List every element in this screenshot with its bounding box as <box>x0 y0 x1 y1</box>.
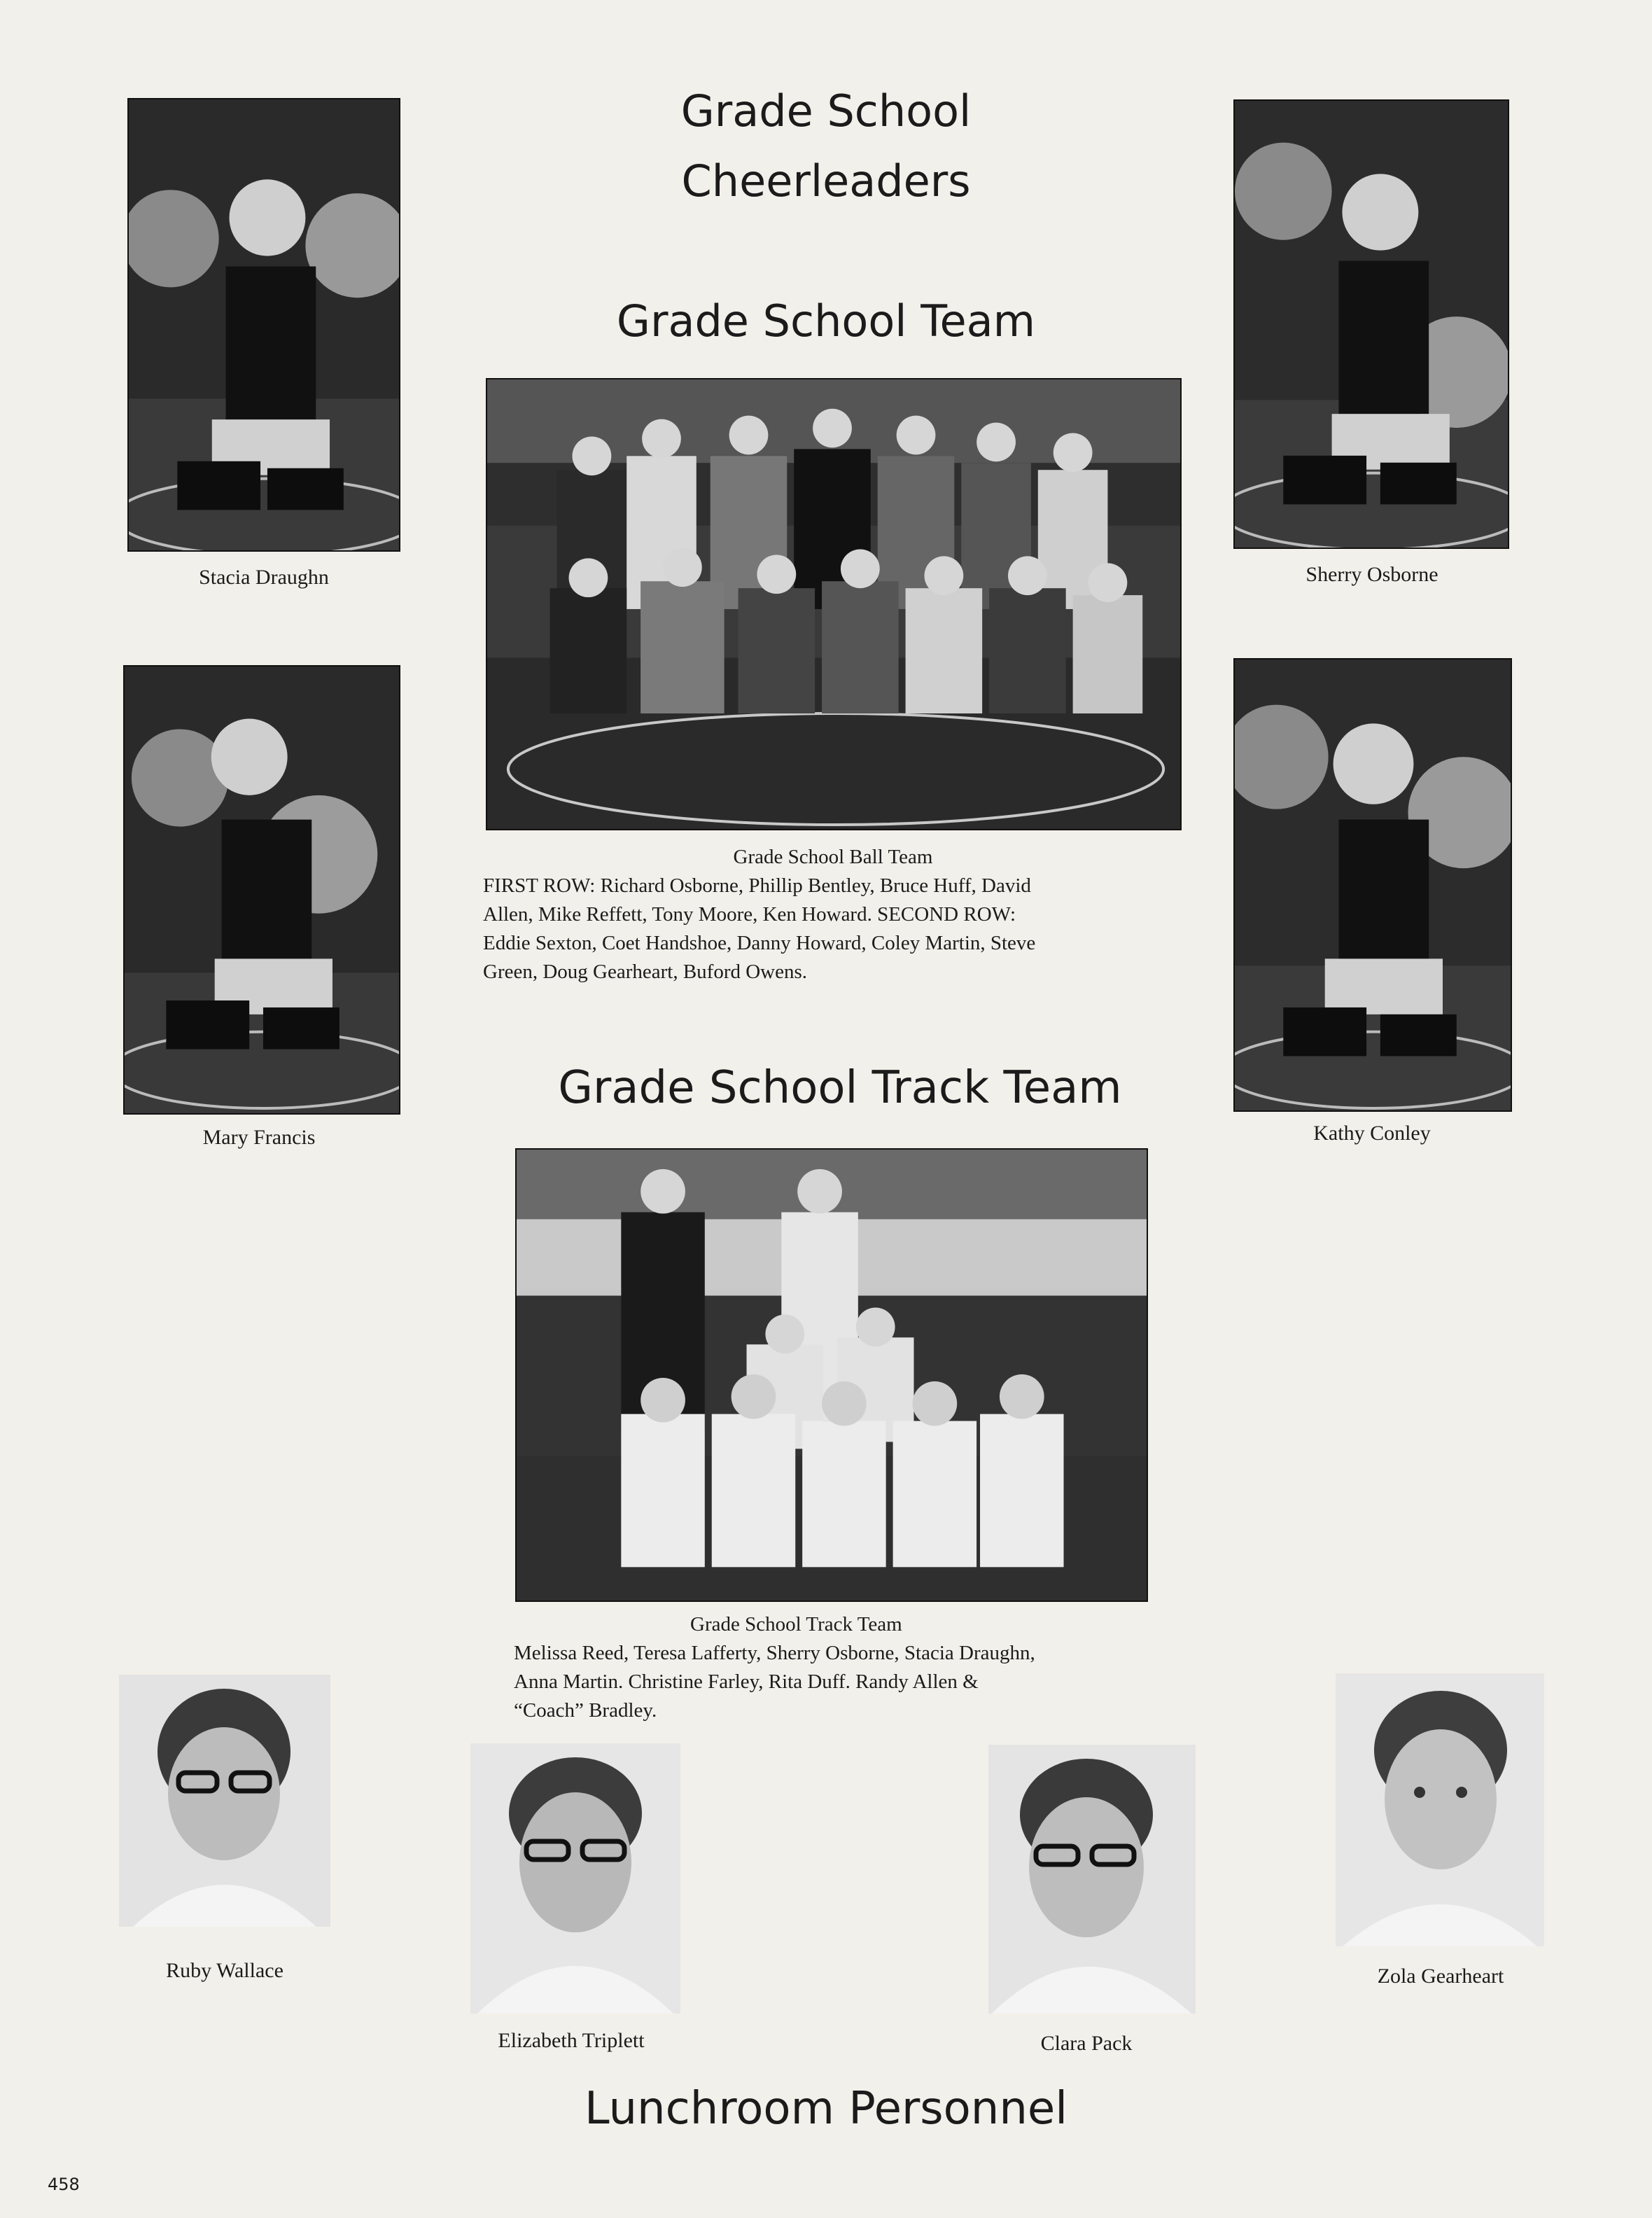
cheerleader-photo-icon <box>1235 660 1511 1110</box>
portrait-photo-icon <box>470 1743 680 2014</box>
cheerleader-photo-sherry <box>1233 99 1509 549</box>
portrait-photo-icon <box>1336 1673 1544 1946</box>
ball-team-caption-line: Eddie Sexton, Coet Handshoe, Danny Howard, Coley Martin, Steve <box>483 932 1036 954</box>
cheerleader-photo-icon <box>129 99 399 550</box>
portrait-photo-icon <box>119 1675 330 1927</box>
track-team-caption-line: Anna Martin. Christine Farley, Rita Duff. Randy Allen & <box>514 1671 979 1693</box>
cheerleader-caption-mary: Mary Francis <box>202 1126 316 1149</box>
cheerleader-photo-mary <box>123 665 400 1115</box>
cheerleader-caption-kathy: Kathy Conley <box>1313 1122 1431 1145</box>
ball-team-caption-title: Grade School Ball Team <box>733 846 933 868</box>
track-team-caption-line: “Coach” Bradley. <box>514 1699 657 1722</box>
cheerleaders-heading-line2: Cheerleaders <box>681 155 971 207</box>
cheerleaders-heading-line1: Grade School <box>680 85 972 137</box>
cheerleader-photo-stacia <box>127 98 400 552</box>
lunchroom-caption-clara: Clara Pack <box>1040 2032 1133 2055</box>
ball-team-heading: Grade School Team <box>616 295 1036 347</box>
cheerleader-caption-stacia: Stacia Draughn <box>199 566 329 589</box>
track-team-photo <box>515 1148 1148 1602</box>
cheerleader-photo-icon <box>1235 101 1508 547</box>
team-photo-icon <box>487 379 1180 829</box>
cheerleader-photo-icon <box>125 667 399 1113</box>
lunchroom-caption-elizabeth: Elizabeth Triplett <box>498 2029 645 2052</box>
track-team-caption-line: Melissa Reed, Teresa Lafferty, Sherry Osborne, Stacia Draughn, <box>514 1642 1035 1664</box>
team-photo-icon <box>517 1150 1147 1600</box>
ball-team-caption-line: Green, Doug Gearheart, Buford Owens. <box>483 961 808 983</box>
page-number: 458 <box>48 2175 80 2194</box>
lunchroom-portrait-clara <box>988 1745 1196 2014</box>
track-team-heading: Grade School Track Team <box>558 1062 1122 1114</box>
portrait-photo-icon <box>988 1745 1196 2014</box>
ball-team-caption <box>483 843 1183 986</box>
cheerleader-photo-kathy <box>1233 658 1512 1112</box>
track-team-caption-title: Grade School Track Team <box>690 1613 902 1635</box>
lunchroom-caption-zola: Zola Gearheart <box>1377 1965 1504 1988</box>
lunchroom-heading: Lunchroom Personnel <box>584 2083 1068 2135</box>
cheerleader-caption-sherry: Sherry Osborne <box>1306 563 1438 586</box>
ball-team-caption-line: Allen, Mike Reffett, Tony Moore, Ken Howard. SECOND ROW: <box>483 903 1016 926</box>
ball-team-photo <box>486 378 1182 830</box>
ball-team-caption-line: FIRST ROW: Richard Osborne, Phillip Bentley, Bruce Huff, David <box>483 874 1031 897</box>
lunchroom-caption-ruby: Ruby Wallace <box>166 1959 284 1982</box>
lunchroom-portrait-elizabeth <box>470 1743 680 2014</box>
lunchroom-portrait-zola <box>1336 1673 1544 1946</box>
track-team-caption <box>514 1610 1158 1725</box>
lunchroom-portrait-ruby <box>119 1675 330 1927</box>
